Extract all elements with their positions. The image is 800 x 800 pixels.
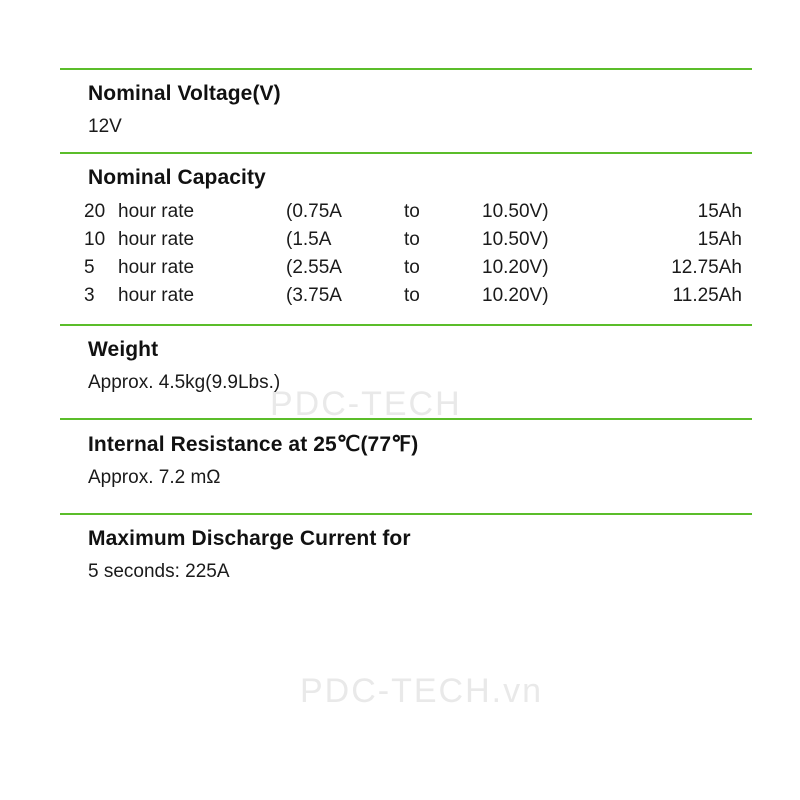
- rate-hours: 5: [84, 257, 95, 278]
- section-title: Nominal Voltage(V): [88, 82, 281, 105]
- section-nominal-capacity: [60, 154, 752, 310]
- rate-voltage: 10.50V): [482, 229, 549, 250]
- table-row: [84, 226, 742, 254]
- rate-to: to: [404, 285, 420, 306]
- watermark-top: PDC-TECH: [270, 385, 462, 423]
- spacer: [60, 503, 752, 513]
- rate-voltage: 10.20V): [482, 285, 549, 306]
- section-title: Weight: [88, 338, 159, 361]
- table-row: [84, 282, 742, 310]
- spacer: [60, 408, 752, 418]
- section-value: Approx. 4.5kg(9.9Lbs.): [88, 372, 281, 393]
- section-internal-resistance: [60, 420, 752, 503]
- rate-hours: 10: [84, 229, 106, 250]
- section-weight: [60, 326, 752, 408]
- rate-to: to: [404, 201, 420, 222]
- rate-capacity: 12.75Ah: [671, 257, 742, 278]
- rate-label: hour rate: [118, 257, 195, 278]
- rate-capacity: 15Ah: [697, 201, 742, 222]
- rate-current: (2.55A: [286, 257, 342, 278]
- rate-capacity: 11.25Ah: [672, 285, 742, 306]
- rate-current: (1.5A: [286, 229, 332, 250]
- capacity-rate-table: [84, 198, 742, 310]
- watermark-bottom: PDC-TECH.vn: [300, 672, 544, 710]
- section-nominal-voltage: [60, 70, 752, 152]
- rate-current: (3.75A: [286, 285, 342, 306]
- rate-hours: 20: [84, 201, 106, 222]
- section-value: Approx. 7.2 mΩ: [88, 467, 221, 488]
- rate-label: hour rate: [118, 229, 195, 250]
- rate-to: to: [404, 229, 420, 250]
- rate-voltage: 10.20V): [482, 257, 549, 278]
- section-title: Internal Resistance at 25℃(77℉): [88, 433, 419, 456]
- table-row: [84, 254, 742, 282]
- section-title: Nominal Capacity: [88, 166, 266, 189]
- rate-to: to: [404, 257, 420, 278]
- rate-label: hour rate: [118, 201, 195, 222]
- rate-label: hour rate: [118, 285, 195, 306]
- rate-current: (0.75A: [286, 201, 342, 222]
- rate-voltage: 10.50V): [482, 201, 549, 222]
- rate-capacity: 15Ah: [697, 229, 742, 250]
- rate-hours: 3: [84, 285, 95, 306]
- spec-table: [60, 68, 752, 597]
- section-value: 12V: [88, 116, 122, 137]
- table-row: [84, 198, 742, 226]
- section-value: 5 seconds: 225A: [88, 561, 230, 582]
- section-title: Maximum Discharge Current for: [88, 527, 411, 550]
- section-max-discharge-current: [60, 515, 752, 597]
